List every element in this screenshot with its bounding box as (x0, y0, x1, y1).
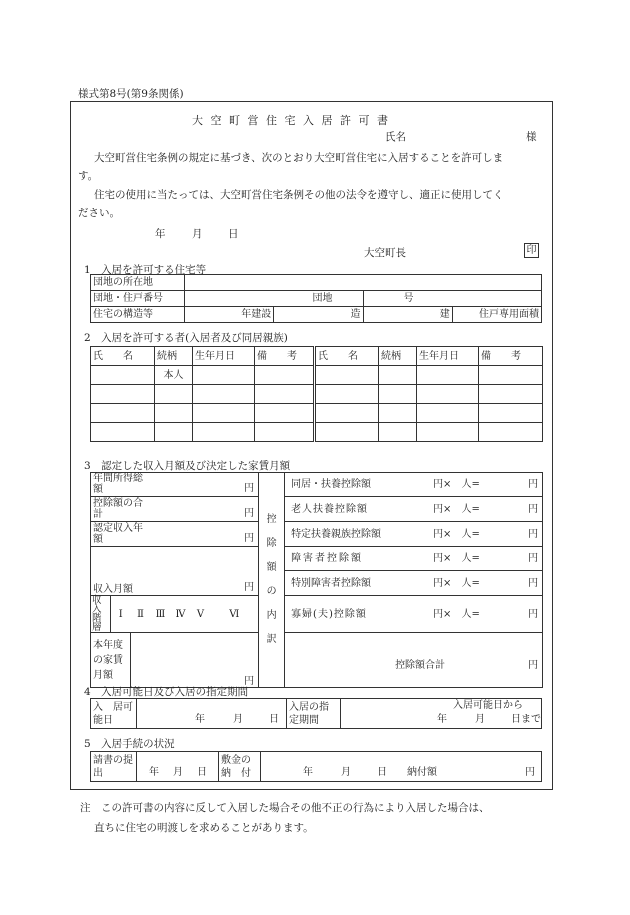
table-row (91, 385, 543, 404)
move-in-table (90, 698, 542, 729)
monthly-income-cell: 収入月額 円 (91, 547, 259, 596)
possible-date-value: 年 月 日 (137, 699, 287, 729)
residents-table (90, 346, 543, 442)
col-name-2: 氏 名 (315, 347, 379, 366)
date-day: 日 (228, 228, 239, 240)
housing-table (90, 274, 542, 323)
col-relation-2: 続柄 (379, 347, 417, 366)
table-row (91, 423, 543, 442)
deduction-row-6: 寡婦(夫)控除額 円× 人= 円 (285, 596, 543, 633)
table-row (91, 366, 543, 385)
document-title: 大 空 町 営 住 宅 入 居 許 可 書 (192, 114, 390, 127)
paragraph-2-cont: ださい。 (78, 207, 120, 219)
annual-income-label: 年間所得総 額 (93, 473, 163, 495)
col-note: 備 考 (255, 347, 315, 366)
certified-income-cell: 認定収入年 額 円 (91, 522, 259, 547)
yen-unit: 円 (244, 483, 255, 494)
paragraph-1-cont: す。 (78, 170, 99, 182)
procedure-table (90, 751, 542, 782)
note-line-1: 注 この許可書の内容に反して入居した場合その他不正の行為により入居した場合は、 (80, 802, 490, 814)
col-birth: 生年月日 (193, 347, 255, 366)
name-label: 氏名 (385, 131, 406, 143)
deduction-total-row: 控除額合計 円 (285, 633, 543, 688)
deduction-breakdown-label: 控 除 額 の 内 訳 (259, 473, 285, 688)
rent-label: 本年度の家賃月額 (91, 633, 131, 688)
submission-label: 請書の提 出 (91, 752, 137, 782)
class-2: Ⅱ (137, 608, 144, 620)
annual-income-cell (91, 473, 259, 497)
built-year: 年建設 (185, 307, 274, 323)
section1-heading: 1 入居を許可する住宅等 (84, 264, 207, 276)
section3-heading: 3 認定した収入月額及び決定した家賃月額 (84, 460, 291, 472)
danchi-label: 団地 (185, 291, 364, 307)
submission-date: 年 月 日 (137, 752, 219, 782)
certified-income-label: 認定収入年 額 (93, 523, 163, 545)
location-label: 団地の所在地 (91, 275, 185, 291)
deduction-row-3: 特定扶養親族控除額 円× 人= 円 (285, 522, 543, 547)
section5-heading: 5 入居手続の状況 (84, 738, 175, 750)
seal-mark: 印 (524, 243, 539, 258)
monthly-income-label: 収入月額 (93, 584, 133, 595)
period-value: 入居可能日から 年 月 日まで (341, 699, 542, 729)
date-year: 年 (155, 228, 166, 240)
deduction-row-5: 特別障害者控除額 円× 人= 円 (285, 571, 543, 596)
total-deduction-label: 控除額の合 計 (93, 498, 163, 520)
class-4: Ⅳ (175, 608, 186, 620)
table-row (91, 404, 543, 423)
deduction-row-4: 障害者控除額 円× 人= 円 (285, 547, 543, 571)
class-5: Ⅴ (196, 608, 205, 620)
deduction-row-2: 老人扶養控除額 円× 人= 円 (285, 497, 543, 522)
deposit-label: 敷金の納 付 (219, 752, 261, 782)
location-value (185, 275, 542, 291)
col-note-2: 備 考 (479, 347, 543, 366)
form-number: 様式第8号(第9条関係) (78, 88, 184, 100)
mayor-title: 大空町長 (364, 247, 406, 259)
section4-heading: 4 入居可能日及び入居の指定期間 (84, 686, 249, 698)
structure-zou: 造 (274, 307, 363, 323)
col-relation: 続柄 (155, 347, 193, 366)
total-deduction-cell: 控除額の合 計 円 (91, 497, 259, 522)
unit-number-label: 団地・住戸番号 (91, 291, 185, 307)
class-3: Ⅲ (155, 608, 166, 620)
date-month: 月 (192, 228, 203, 240)
income-rent-table (90, 472, 543, 688)
col-name: 氏 名 (91, 347, 155, 366)
deduction-row-1: 同居・扶養控除額 円× 人= 円 (285, 473, 543, 497)
paragraph-1: 大空町営住宅条例の規定に基づき、次のとおり大空町営住宅に入居することを許可しま (94, 152, 504, 164)
class-1: Ⅰ (118, 608, 123, 620)
class-6: Ⅵ (211, 596, 259, 633)
honorific: 様 (526, 131, 537, 143)
income-class-label: 収入階層 (91, 596, 111, 633)
floor-area-label: 住戸専用面積 (452, 307, 541, 323)
rent-value: 円 (131, 633, 259, 688)
self-label: 本人 (155, 366, 193, 385)
period-label: 入居の指定期間 (287, 699, 341, 729)
section2-heading: 2 入居を許可する者(入居者及び同居親族) (84, 332, 288, 344)
note-line-2: 直ちに住宅の明渡しを求めることがあります。 (94, 822, 314, 834)
structure-ken: 建 (363, 307, 452, 323)
paragraph-2: 住宅の使用に当たっては、大空町営住宅条例その他の法令を遵守し、適正に使用してく (94, 189, 504, 201)
col-birth-2: 生年月日 (417, 347, 479, 366)
possible-date-label: 入 居可能日 (91, 699, 137, 729)
structure-label: 住宅の構造等 (91, 307, 185, 323)
deposit-value: 年 月 日 納付額 円 (261, 752, 542, 782)
go-label: 号 (363, 291, 542, 307)
